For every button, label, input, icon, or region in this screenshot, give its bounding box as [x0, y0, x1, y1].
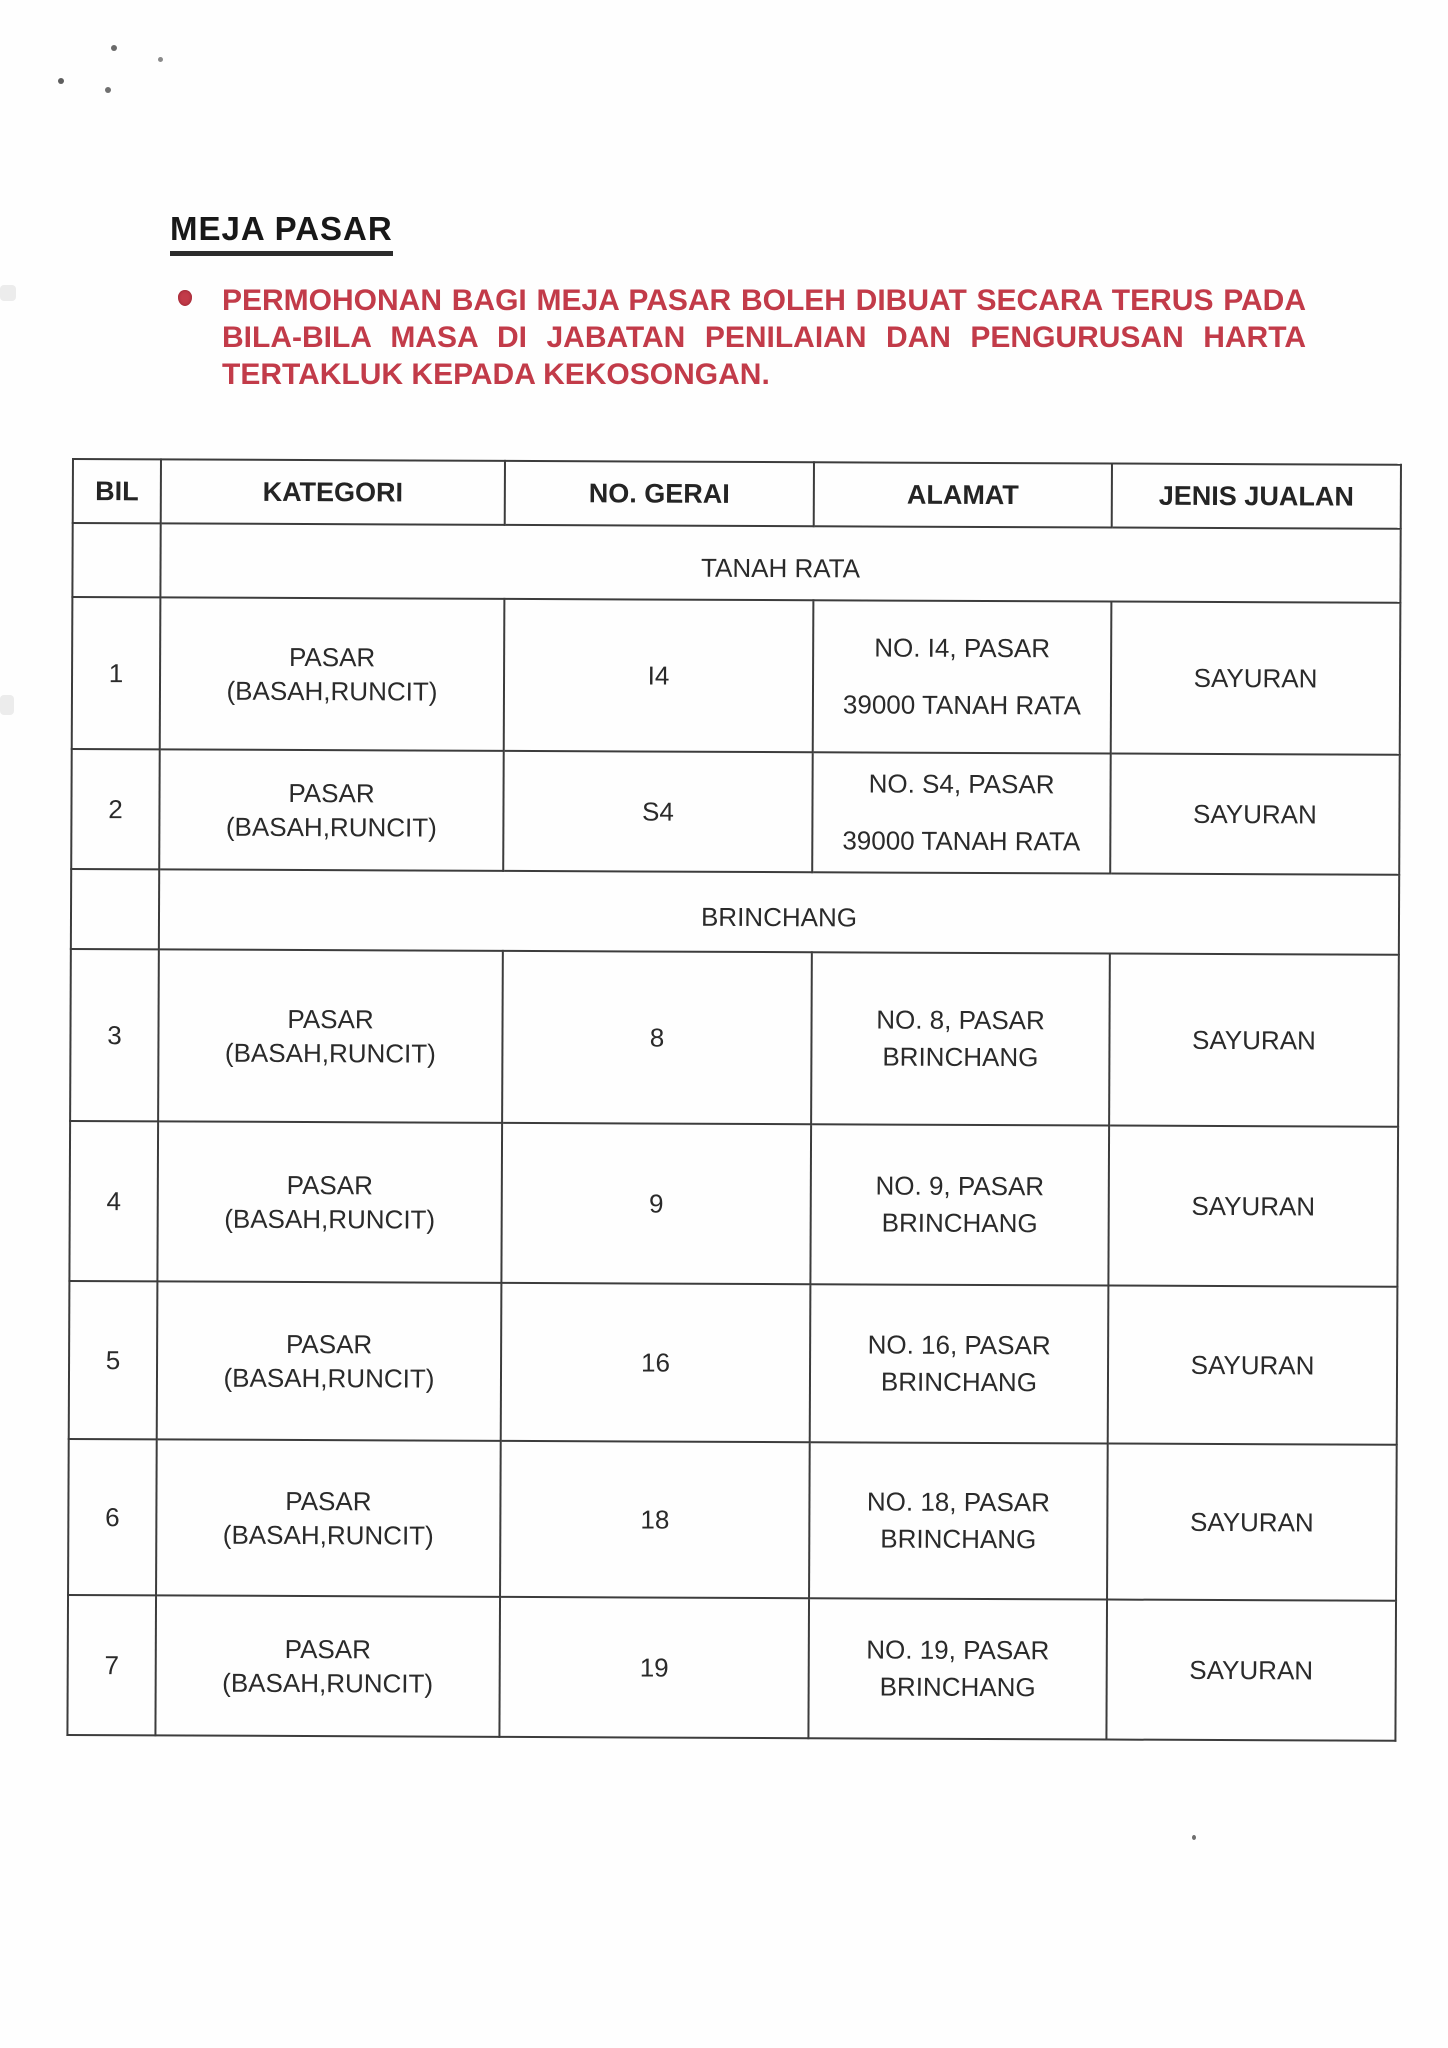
jenis-jualan-cell: SAYURAN — [1111, 602, 1401, 755]
col-header-jenis-jualan: JENIS JUALAN — [1112, 464, 1401, 529]
kategori-cell — [160, 597, 505, 750]
header-row — [73, 459, 1401, 529]
kategori-cell — [157, 1121, 502, 1282]
notice-paragraph — [178, 282, 1308, 393]
kategori-line: PASAR — [287, 1003, 374, 1035]
scan-speck — [1192, 1835, 1196, 1840]
alamat-line: BRINCHANG — [882, 1041, 1039, 1073]
kategori-cell — [156, 1439, 501, 1596]
kategori-line: PASAR — [288, 641, 376, 673]
notice-line: PERMOHONAN BAGI MEJA PASAR BOLEH DIBUAT SECARA TERUS PADA — [222, 284, 1306, 317]
alamat-cell — [810, 1124, 1109, 1285]
kategori-cell — [159, 749, 504, 870]
alamat-line: NO. I4, PASAR — [874, 632, 1051, 664]
bil-cell: 4 — [69, 1121, 158, 1281]
bil-cell-empty — [71, 869, 159, 949]
bil-cell: 1 — [72, 597, 161, 749]
table-row — [69, 1281, 1398, 1445]
kategori-cell — [155, 1595, 500, 1736]
kategori-cell — [158, 949, 503, 1122]
alamat-cell — [808, 1598, 1107, 1739]
scan-speck — [158, 57, 163, 62]
bil-cell: 3 — [70, 949, 159, 1121]
jenis-jualan-cell: SAYURAN — [1108, 1126, 1398, 1287]
no-gerai-cell: S4 — [503, 751, 813, 872]
kategori-cell — [157, 1281, 502, 1440]
col-header-no-gerai: NO. GERAI — [505, 461, 814, 526]
alamat-cell — [813, 600, 1112, 753]
alamat-line: NO. 18, PASAR — [866, 1486, 1051, 1518]
jenis-jualan-cell: SAYURAN — [1107, 1444, 1397, 1601]
col-header-kategori: KATEGORI — [161, 459, 505, 525]
alamat-cell — [811, 952, 1110, 1125]
table-row — [71, 749, 1400, 875]
table-row — [72, 597, 1401, 755]
no-gerai-cell: 19 — [499, 1597, 809, 1738]
alamat-line: NO. 8, PASAR — [876, 1004, 1045, 1036]
alamat-line: 39000 TANAH RATA — [842, 825, 1081, 857]
notice-line: BILA-BILA MASA DI JABATAN PENILAIAN DAN PENGURUSAN HARTA — [222, 321, 1306, 354]
kategori-line: PASAR — [285, 1328, 373, 1360]
section-title: TANAH RATA — [160, 523, 1400, 602]
table-row — [69, 1121, 1398, 1287]
alamat-cell — [809, 1442, 1108, 1599]
scan-speck — [111, 45, 117, 51]
kategori-line: PASAR — [286, 1169, 374, 1201]
section-row-tanah-rata — [72, 523, 1400, 603]
bil-cell-empty — [72, 523, 160, 597]
table-row — [68, 1439, 1397, 1601]
scan-speck — [105, 87, 111, 93]
bil-cell: 7 — [67, 1595, 156, 1735]
kategori-line: (BASAH,RUNCIT) — [222, 1519, 434, 1551]
no-gerai-cell: 16 — [501, 1283, 811, 1442]
alamat-line: NO. 9, PASAR — [875, 1170, 1045, 1202]
jenis-jualan-cell: SAYURAN — [1109, 954, 1399, 1127]
alamat-line: BRINCHANG — [881, 1207, 1038, 1239]
alamat-cell — [810, 1284, 1109, 1443]
kategori-line: PASAR — [284, 1633, 371, 1665]
table-row — [67, 1595, 1396, 1741]
bil-cell: 5 — [69, 1281, 158, 1439]
jenis-jualan-cell: SAYURAN — [1106, 1600, 1396, 1741]
jenis-jualan-cell: SAYURAN — [1110, 754, 1400, 875]
alamat-line: BRINCHANG — [880, 1523, 1037, 1555]
scan-streak — [0, 285, 16, 301]
alamat-line: BRINCHANG — [880, 1366, 1038, 1398]
alamat-line: NO. 16, PASAR — [867, 1329, 1051, 1361]
kategori-line: PASAR — [285, 1485, 372, 1517]
notice-line: TERTAKLUK KEPADA KEKOSONGAN. — [222, 358, 770, 391]
scan-speck — [58, 78, 64, 84]
table-row — [70, 949, 1399, 1127]
col-header-bil: BIL — [73, 459, 161, 523]
section-row-brinchang — [71, 869, 1399, 955]
section-title: BRINCHANG — [159, 869, 1399, 954]
kategori-line: (BASAH,RUNCIT) — [224, 1203, 436, 1235]
kategori-line: (BASAH,RUNCIT) — [222, 1667, 434, 1699]
market-stall-table — [66, 458, 1402, 1742]
no-gerai-cell: 8 — [502, 951, 812, 1124]
alamat-line: NO. S4, PASAR — [868, 768, 1055, 800]
bullet-dot-icon — [178, 290, 192, 306]
scan-streak — [0, 695, 14, 715]
bil-cell: 2 — [71, 749, 160, 869]
alamat-line: NO. 19, PASAR — [866, 1634, 1050, 1666]
page-title: MEJA PASAR — [170, 210, 393, 256]
no-gerai-cell: 9 — [501, 1123, 811, 1284]
notice-text — [222, 282, 1306, 393]
alamat-cell — [812, 752, 1111, 873]
kategori-line: (BASAH,RUNCIT) — [224, 1037, 436, 1069]
bil-cell: 6 — [68, 1439, 157, 1595]
kategori-line: (BASAH,RUNCIT) — [225, 811, 437, 843]
kategori-line: PASAR — [288, 777, 375, 809]
no-gerai-cell: I4 — [504, 599, 814, 752]
jenis-jualan-cell: SAYURAN — [1108, 1286, 1398, 1445]
alamat-line: 39000 TANAH RATA — [842, 689, 1081, 721]
kategori-line: (BASAH,RUNCIT) — [226, 675, 438, 707]
alamat-line: BRINCHANG — [879, 1671, 1036, 1703]
kategori-line: (BASAH,RUNCIT) — [223, 1362, 435, 1394]
col-header-alamat: ALAMAT — [814, 462, 1112, 527]
no-gerai-cell: 18 — [500, 1441, 810, 1598]
